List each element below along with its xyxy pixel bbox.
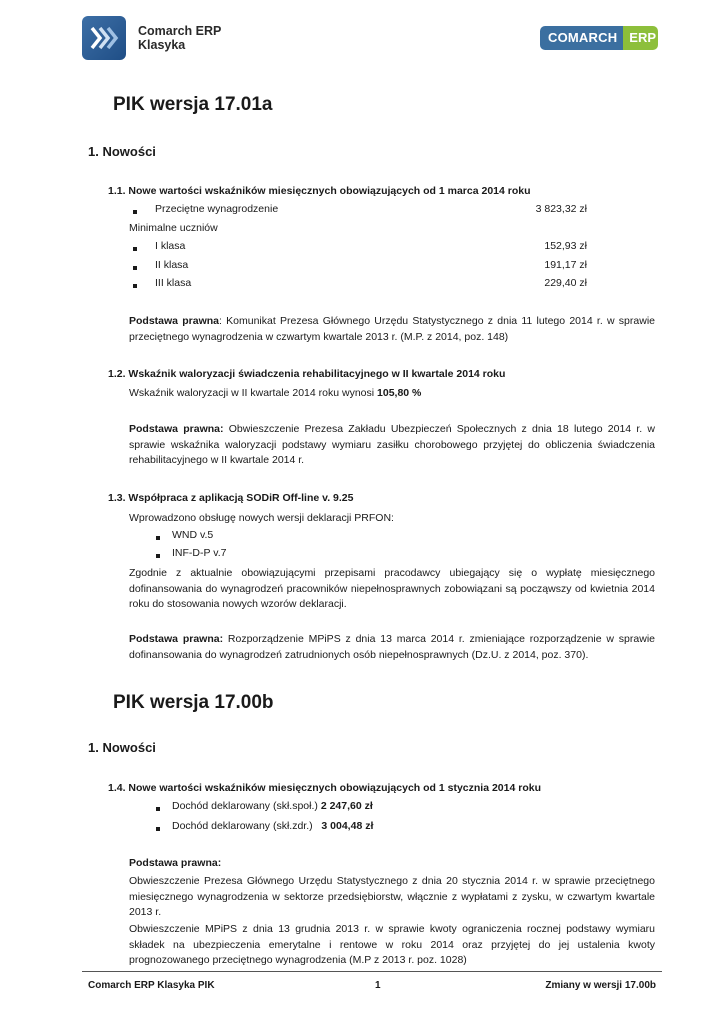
legal-basis-text: Obwieszczenie Prezesa Głównego Urzędu Statystycznego z dnia 20 stycznia 2014 r. w sprawie przeciętnego miesięcznego wynagrodzenia w sektorze przedsiębiorstw, włącznie z wypłatami z zysku, w czwartym kwartale 2013 r. xyxy=(129,875,655,918)
legal-basis-label-text: Podstawa prawna: xyxy=(129,857,222,869)
income-label: Dochód deklarowany (skł.zdr.) xyxy=(172,820,322,832)
bullet-icon xyxy=(156,822,160,834)
legal-basis xyxy=(129,422,655,469)
bullet-icon xyxy=(156,531,160,543)
legal-basis-text: : Komunikat Prezesa Głównego Urzędu Statystycznego z dnia 11 lutego 2014 r. w sprawie przeciętnego wynagrodzenia w czwartym kwartale 2013 r. (M.P. z 2014, poz. 148) xyxy=(129,315,655,343)
class-label: I klasa xyxy=(155,240,186,252)
legal-basis-label: Podstawa prawna: xyxy=(129,633,224,645)
logo-text xyxy=(138,24,221,52)
class-value: 229,40 zł xyxy=(544,277,587,289)
valorization-text xyxy=(129,386,655,402)
valorization-label: Wskaźnik waloryzacji w II kwartale 2014 roku wynosi xyxy=(129,387,378,399)
income-value: 3 004,48 zł xyxy=(321,820,374,832)
bullet-icon xyxy=(133,242,137,254)
footer-left: Comarch ERP Klasyka PIK xyxy=(88,980,215,991)
bullet-icon xyxy=(156,802,160,814)
income-item xyxy=(172,820,373,832)
prfon-item: INF-D-P v.7 xyxy=(172,547,227,559)
legal-basis xyxy=(129,632,655,663)
income-item xyxy=(172,800,373,812)
class-label: III klasa xyxy=(155,277,192,289)
prfon-paragraph: Zgodnie z aktualnie obowiązującymi przepisami pracodawcy ubiegający się o wypłatę miesięcznego dofinansowania do wynagrodzeń pracowników niepełnosprawnych zobowiązani są począwszy od kwietnia 2014 roku do stosowania nowych wzorów deklaracji. xyxy=(129,567,655,610)
brand-comarch: COMARCH xyxy=(540,26,623,50)
bullet-icon xyxy=(133,279,137,291)
legal-basis-text: Obwieszczenie MPiPS z dnia 13 grudnia 2013 r. w sprawie kwoty ograniczenia rocznej podstawy wymiaru składek na ubezpieczenia emerytalne i rentowe w roku 2014 oraz przyjętej do jej ustalenia kwoty prognozowanego przeciętnego wynagrodzenia (M.P z 2013 r. poz. 1028) xyxy=(129,923,655,966)
subsection-heading: 1.4. Nowe wartości wskaźników miesięcznych obowiązujących od 1 stycznia 2014 roku xyxy=(108,782,541,794)
income-value: 2 247,60 zł xyxy=(320,800,373,812)
section-heading: 1. Nowości xyxy=(88,740,156,755)
version-title: PIK wersja 17.01a xyxy=(113,94,273,115)
prfon-intro: Wprowadzono obsługę nowych wersji deklaracji PRFON: xyxy=(129,512,394,524)
legal-basis-label: Podstawa prawna: xyxy=(129,423,224,435)
legal-basis-label: Podstawa prawna xyxy=(129,315,220,327)
version-title: PIK wersja 17.00b xyxy=(113,692,274,713)
prfon-item: WND v.5 xyxy=(172,529,214,541)
valorization-value: 105,80 % xyxy=(377,387,422,399)
brand-erp: ERP xyxy=(623,26,658,50)
avg-salary-value: 3 823,32 zł xyxy=(535,203,587,215)
legal-basis-text: Rozporządzenie MPiPS z dnia 13 marca 2014 r. zmieniające rozporządzenie w sprawie dofinansowania do wynagrodzeń zatrudnionych osób niepełnosprawnych (Dz.U. z 2014, poz. 370). xyxy=(129,633,655,661)
logo-line1: Comarch ERP xyxy=(138,24,222,38)
legal-basis-label xyxy=(129,856,655,872)
comarch-logo-icon xyxy=(82,16,126,60)
class-label: II klasa xyxy=(155,259,189,271)
bullet-icon xyxy=(133,205,137,217)
logo-line2: Klasyka xyxy=(138,38,186,52)
subsection-heading: 1.1. Nowe wartości wskaźników miesięcznych obowiązujących od 1 marca 2014 roku xyxy=(108,185,531,197)
avg-salary-label: Przeciętne wynagrodzenie xyxy=(155,203,279,215)
income-label: Dochód deklarowany (skł.społ.) xyxy=(172,800,321,812)
footer-divider xyxy=(82,971,662,972)
footer-right: Zmiany w wersji 17.00b xyxy=(545,980,656,991)
min-label: Minimalne uczniów xyxy=(129,222,218,234)
class-value: 191,17 zł xyxy=(544,259,587,271)
section-heading: 1. Nowości xyxy=(88,144,156,159)
legal-basis-text: Obwieszczenie Prezesa Zakładu Ubezpieczeń Społecznych z dnia 18 lutego 2014 r. w sprawie wskaźnika waloryzacji podstawy wymiaru zasiłku chorobowego przyjętej do obliczenia świadczenia rehabilitacyjnego w II kwartale 2014 r. xyxy=(129,423,655,466)
bullet-icon xyxy=(156,549,160,561)
page-number: 1 xyxy=(375,980,381,991)
legal-basis xyxy=(129,314,655,345)
bullet-icon xyxy=(133,261,137,273)
subsection-heading: 1.2. Wskaźnik waloryzacji świadczenia rehabilitacyjnego w II kwartale 2014 roku xyxy=(108,368,506,380)
subsection-heading: 1.3. Współpraca z aplikacją SODiR Off-line v. 9.25 xyxy=(108,492,354,504)
class-value: 152,93 zł xyxy=(544,240,587,252)
comarch-erp-brand xyxy=(540,26,658,50)
